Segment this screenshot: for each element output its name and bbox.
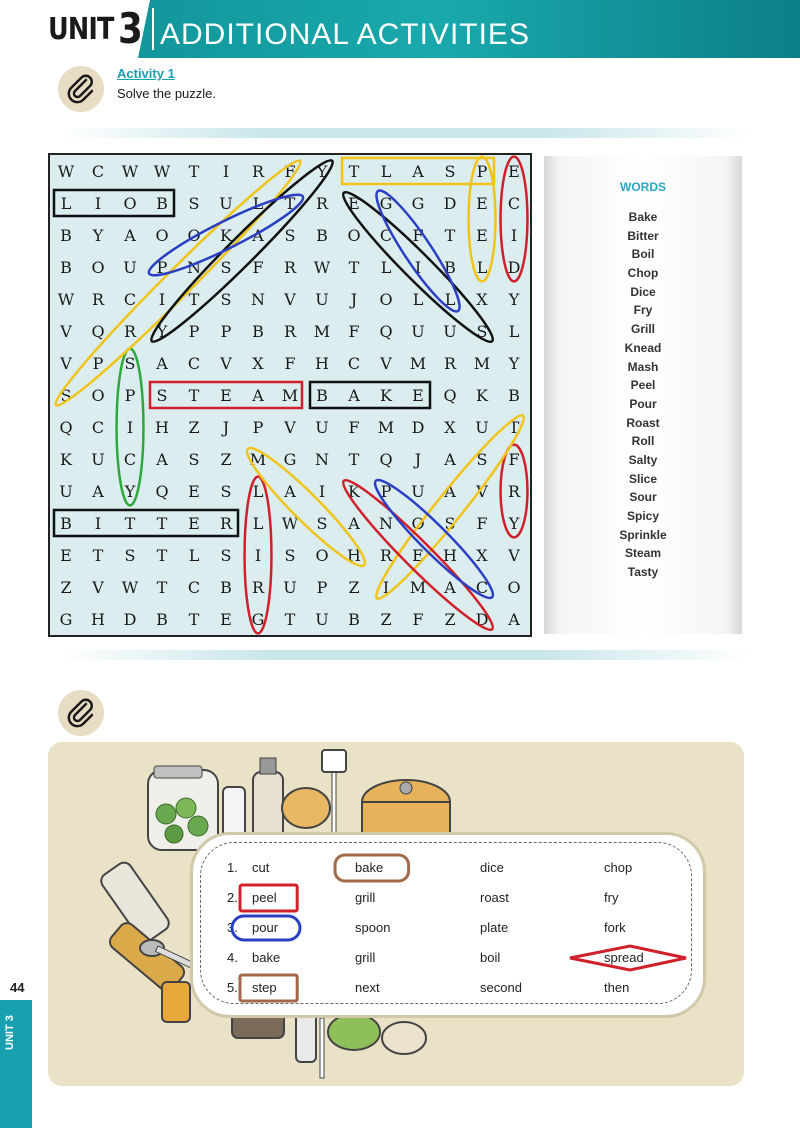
option-word[interactable]: bake xyxy=(252,950,281,965)
grid-letter[interactable]: Y xyxy=(316,162,328,181)
grid-letter[interactable]: M xyxy=(281,386,299,405)
grid-letter[interactable]: E xyxy=(348,194,360,213)
grid-letter[interactable]: S xyxy=(284,546,296,565)
grid-letter[interactable]: O xyxy=(315,546,329,565)
grid-letter[interactable]: S xyxy=(476,450,488,469)
grid-letter[interactable]: B xyxy=(348,610,360,629)
grid-letter[interactable]: R xyxy=(283,322,297,341)
grid-letter[interactable]: K xyxy=(220,226,232,245)
word-list-item: Fry xyxy=(633,303,653,318)
grid-letter[interactable]: J xyxy=(350,290,358,309)
grid-letter[interactable]: J xyxy=(414,450,422,469)
grid-letter[interactable]: R xyxy=(91,290,105,309)
grid-letter[interactable]: T xyxy=(444,226,456,245)
option-word[interactable]: then xyxy=(604,980,630,995)
grid-letter[interactable]: P xyxy=(188,322,200,341)
answer-mark xyxy=(240,975,297,1001)
grid-letter[interactable]: S xyxy=(284,226,296,245)
grid-letter[interactable]: J xyxy=(222,418,230,437)
word-list-item: Grill xyxy=(630,322,655,337)
grid-letter[interactable]: V xyxy=(284,290,296,309)
option-word[interactable]: grill xyxy=(355,890,376,905)
grid-letter[interactable]: A xyxy=(412,162,424,181)
grid-letter[interactable]: B xyxy=(316,386,328,405)
grid-letter[interactable]: A xyxy=(348,514,360,533)
grid-letter[interactable]: E xyxy=(412,386,424,405)
grid-letter[interactable]: O xyxy=(379,290,393,309)
option-word[interactable]: next xyxy=(355,980,380,995)
grid-letter[interactable]: E xyxy=(220,610,232,629)
word-list-item: Sprinkle xyxy=(619,527,667,542)
grid-letter[interactable]: I xyxy=(318,482,326,501)
option-word[interactable]: cut xyxy=(252,860,270,875)
grid-letter[interactable]: P xyxy=(92,354,104,373)
grid-letter[interactable]: Z xyxy=(380,610,392,629)
grid-letter[interactable]: C xyxy=(123,290,137,309)
grid-letter[interactable]: T xyxy=(348,162,360,181)
grid-letter[interactable]: C xyxy=(187,354,201,373)
grid-letter[interactable]: G xyxy=(283,450,297,469)
grid-letter[interactable]: Q xyxy=(379,450,393,469)
grid-letter[interactable]: L xyxy=(476,258,488,277)
grid-letter[interactable]: O xyxy=(155,226,169,245)
grid-letter[interactable]: Q xyxy=(443,386,457,405)
grid-letter[interactable]: S xyxy=(220,546,232,565)
grid-letter[interactable]: B xyxy=(60,514,72,533)
grid-letter[interactable]: R xyxy=(507,482,521,501)
grid-letter[interactable]: U xyxy=(315,610,329,629)
grid-letter[interactable]: S xyxy=(60,386,72,405)
grid-letter[interactable]: W xyxy=(57,162,75,181)
grid-letter[interactable]: N xyxy=(251,290,265,309)
grid-letter[interactable]: W xyxy=(121,578,139,597)
grid-letter[interactable]: R xyxy=(315,194,329,213)
grid-letter[interactable]: S xyxy=(156,386,168,405)
grid-letter[interactable]: R xyxy=(251,162,265,181)
option-word[interactable]: grill xyxy=(355,950,376,965)
grid-letter[interactable]: W xyxy=(153,162,171,181)
option-word[interactable]: fry xyxy=(604,890,619,905)
option-word[interactable]: peel xyxy=(252,890,277,905)
grid-letter[interactable]: U xyxy=(315,290,329,309)
grid-letter[interactable]: A xyxy=(124,226,136,245)
grid-letter[interactable]: T xyxy=(348,258,360,277)
grid-letter[interactable]: N xyxy=(187,258,201,277)
answer-mark xyxy=(335,855,409,881)
grid-letter[interactable]: P xyxy=(380,482,392,501)
option-word[interactable]: chop xyxy=(604,860,633,875)
grid-letter[interactable]: G xyxy=(251,610,265,629)
grid-letter[interactable]: I xyxy=(158,290,166,309)
grid-letter[interactable]: K xyxy=(60,450,72,469)
words-title: WORDS xyxy=(620,180,666,194)
grid-letter[interactable]: B xyxy=(60,258,72,277)
grid-letter[interactable]: D xyxy=(411,418,425,437)
grid-letter[interactable]: V xyxy=(92,578,104,597)
word-list-item: Sour xyxy=(629,490,657,505)
word-list-item: Spicy xyxy=(626,509,659,523)
row-number: 3. xyxy=(227,920,238,935)
grid-letter[interactable]: E xyxy=(476,226,488,245)
grid-letter[interactable]: Y xyxy=(508,354,520,373)
grid-letter[interactable]: S xyxy=(220,290,232,309)
grid-letter[interactable]: F xyxy=(348,418,360,437)
grid-letter[interactable]: A xyxy=(444,482,456,501)
option-word[interactable]: step xyxy=(252,980,277,995)
grid-letter[interactable]: O xyxy=(187,226,201,245)
grid-letter[interactable]: F xyxy=(284,162,296,181)
grid-letter[interactable]: P xyxy=(220,322,232,341)
grid-letter[interactable]: A xyxy=(348,386,360,405)
grid-letter[interactable]: W xyxy=(57,290,75,309)
grid-letter[interactable]: Z xyxy=(348,578,360,597)
grid-letter[interactable]: I xyxy=(382,578,390,597)
unit-number: 3 xyxy=(118,4,143,53)
grid-letter[interactable]: D xyxy=(507,258,521,277)
grid-letter[interactable]: I xyxy=(94,194,102,213)
grid-letter[interactable]: B xyxy=(60,226,72,245)
grid-letter[interactable]: S xyxy=(476,322,488,341)
grid-letter[interactable]: S xyxy=(220,482,232,501)
grid-letter[interactable]: W xyxy=(121,162,139,181)
grid-letter[interactable]: Y xyxy=(124,482,136,501)
grid-letter[interactable]: F xyxy=(284,354,296,373)
grid-letter[interactable]: U xyxy=(443,322,457,341)
option-word[interactable]: bake xyxy=(355,860,384,875)
grid-letter[interactable]: H xyxy=(443,546,457,565)
grid-letter[interactable]: C xyxy=(187,578,201,597)
word-list-item: Chop xyxy=(627,266,659,281)
grid-letter[interactable]: O xyxy=(91,258,105,277)
banner-title: ADDITIONAL ACTIVITIES xyxy=(160,18,530,51)
grid-letter[interactable]: R xyxy=(219,514,233,533)
grid-letter[interactable]: B xyxy=(156,194,168,213)
grid-letter[interactable]: F xyxy=(476,514,488,533)
row-number: 5. xyxy=(227,980,238,995)
grid-letter[interactable]: L xyxy=(60,194,72,213)
option-word[interactable]: second xyxy=(480,980,522,995)
grid-letter[interactable]: A xyxy=(252,386,264,405)
grid-letter[interactable]: O xyxy=(123,194,137,213)
grid-letter[interactable]: M xyxy=(377,418,395,437)
grid-letter[interactable]: O xyxy=(507,578,521,597)
word-list-item: Slice xyxy=(628,471,658,486)
grid-letter[interactable]: A xyxy=(508,610,520,629)
word-list-item: Dice xyxy=(630,284,656,299)
grid-letter[interactable]: D xyxy=(123,610,137,629)
grid-letter[interactable]: E xyxy=(220,386,232,405)
grid-letter[interactable]: R xyxy=(283,258,297,277)
grid-letter[interactable]: V xyxy=(220,354,232,373)
grid-letter[interactable]: E xyxy=(188,514,200,533)
grid-letter[interactable]: T xyxy=(284,194,296,213)
grid-letter[interactable]: V xyxy=(60,354,72,373)
grid-letter[interactable]: L xyxy=(380,258,392,277)
grid-letter[interactable]: H xyxy=(155,418,169,437)
grid-letter[interactable]: R xyxy=(443,354,457,373)
answer-mark xyxy=(570,946,686,970)
grid-letter[interactable]: Q xyxy=(155,482,169,501)
grid-letter[interactable]: F xyxy=(348,322,360,341)
grid-letter[interactable]: B xyxy=(316,226,328,245)
word-list-item: Tasty xyxy=(627,565,659,580)
grid-letter[interactable]: F xyxy=(252,258,264,277)
grid-letter[interactable]: I xyxy=(254,546,262,565)
grid-letter[interactable]: L xyxy=(444,290,456,309)
grid-letter[interactable]: Z xyxy=(188,418,200,437)
grid-letter[interactable]: O xyxy=(91,386,105,405)
unit-tab-label: UNIT 3 xyxy=(4,1015,16,1050)
grid-letter[interactable]: S xyxy=(220,258,232,277)
grid-letter[interactable]: E xyxy=(188,482,200,501)
grid-letter[interactable]: X xyxy=(444,418,456,437)
grid-letter[interactable]: L xyxy=(252,482,264,501)
word-list-item: Roast xyxy=(626,415,660,430)
grid-letter[interactable]: L xyxy=(412,290,424,309)
grid-letter[interactable]: C xyxy=(475,578,489,597)
grid-letter[interactable]: H xyxy=(91,610,105,629)
grid-letter[interactable]: I xyxy=(222,162,230,181)
grid-letter[interactable]: V xyxy=(508,546,520,565)
option-word[interactable]: pour xyxy=(252,920,279,935)
grid-letter[interactable]: A xyxy=(284,482,296,501)
grid-letter[interactable]: Q xyxy=(91,322,105,341)
grid-letter[interactable]: T xyxy=(92,546,104,565)
word-list-item: Salty xyxy=(628,452,658,467)
grid-letter[interactable]: M xyxy=(409,354,427,373)
row-number: 4. xyxy=(227,950,238,965)
grid-letter[interactable]: C xyxy=(379,226,393,245)
grid-letter[interactable]: E xyxy=(508,162,520,181)
grid-letter[interactable]: E xyxy=(412,546,424,565)
word-list-item: Bake xyxy=(628,210,658,224)
grid-letter[interactable]: R xyxy=(123,322,137,341)
grid-letter[interactable]: N xyxy=(315,450,329,469)
grid-letter[interactable]: L xyxy=(380,162,392,181)
grid-letter[interactable]: Y xyxy=(508,514,520,533)
grid-letter[interactable]: L xyxy=(252,194,264,213)
grid-letter[interactable]: K xyxy=(476,386,488,405)
grid-letter[interactable]: U xyxy=(315,418,329,437)
grid-letter[interactable]: P xyxy=(476,162,488,181)
grid-letter[interactable]: T xyxy=(156,578,168,597)
grid-letter[interactable]: A xyxy=(252,226,264,245)
word-list-item: Knead xyxy=(624,340,662,355)
grid-letter[interactable]: B xyxy=(220,578,232,597)
grid-letter[interactable]: W xyxy=(313,258,331,277)
grid-letter[interactable]: P xyxy=(124,386,136,405)
grid-letter[interactable]: U xyxy=(219,194,233,213)
grid-letter[interactable]: C xyxy=(507,194,521,213)
grid-letter[interactable]: V xyxy=(284,418,296,437)
grid-letter[interactable]: Q xyxy=(59,418,73,437)
grid-letter[interactable]: A xyxy=(444,578,456,597)
grid-letter[interactable]: S xyxy=(124,354,136,373)
option-word[interactable]: plate xyxy=(480,920,509,935)
word-list-item: Boil xyxy=(631,247,655,262)
grid-letter[interactable]: U xyxy=(59,482,73,501)
grid-letter[interactable]: S xyxy=(188,450,200,469)
grid-letter[interactable]: H xyxy=(315,354,329,373)
grid-letter[interactable]: S xyxy=(188,194,200,213)
grid-letter[interactable]: H xyxy=(347,546,361,565)
grid-letter[interactable]: C xyxy=(91,162,105,181)
grid-letter[interactable]: A xyxy=(156,354,168,373)
grid-letter[interactable]: Y xyxy=(508,290,520,309)
grid-letter[interactable]: B xyxy=(252,322,264,341)
grid-letter[interactable]: T xyxy=(156,514,168,533)
grid-letter[interactable]: I xyxy=(510,226,518,245)
grid-letter[interactable]: T xyxy=(188,386,200,405)
word-list-item: Bitter xyxy=(627,228,659,243)
grid-letter[interactable]: S xyxy=(316,514,328,533)
activity-1-label[interactable]: Activity 1 xyxy=(117,66,175,81)
grid-letter[interactable]: M xyxy=(249,450,267,469)
grid-letter[interactable]: Z xyxy=(220,450,232,469)
answer-mark xyxy=(240,885,297,911)
grid-letter[interactable]: Y xyxy=(92,226,104,245)
grid-letter[interactable]: T xyxy=(188,610,200,629)
grid-letter[interactable]: F xyxy=(412,610,424,629)
row-number: 1. xyxy=(227,860,238,875)
grid-letter[interactable]: B xyxy=(444,258,456,277)
grid-letter[interactable]: D xyxy=(443,194,457,213)
activity-1-instruction: Solve the puzzle. xyxy=(117,86,217,101)
grid-letter[interactable]: A xyxy=(444,450,456,469)
grid-letter[interactable]: U xyxy=(411,482,425,501)
grid-letter[interactable]: T xyxy=(188,290,200,309)
grid-letter[interactable]: Z xyxy=(60,578,72,597)
grid-letter[interactable]: P xyxy=(156,258,168,277)
grid-letter[interactable]: T xyxy=(188,162,200,181)
page-number: 44 xyxy=(10,980,25,995)
word-list-item: Peel xyxy=(630,378,656,393)
grid-letter[interactable]: B xyxy=(508,386,520,405)
option-word[interactable]: dice xyxy=(480,860,504,875)
grid-letter[interactable]: U xyxy=(475,418,489,437)
grid-letter[interactable]: M xyxy=(473,354,491,373)
grid-letter[interactable]: V xyxy=(476,482,488,501)
option-word[interactable]: spoon xyxy=(355,920,391,935)
grid-letter[interactable]: S xyxy=(444,162,456,181)
grid-letter[interactable]: U xyxy=(283,578,297,597)
grid-letter[interactable]: L xyxy=(508,322,520,341)
grid-letter[interactable]: S xyxy=(444,514,456,533)
grid-letter[interactable]: G xyxy=(411,194,425,213)
grid-letter[interactable]: U xyxy=(411,322,425,341)
grid-letter[interactable]: X xyxy=(252,354,264,373)
row-number: 2. xyxy=(227,890,238,905)
grid-letter[interactable]: Y xyxy=(156,322,168,341)
grid-letter[interactable]: P xyxy=(252,418,264,437)
grid-letter[interactable]: U xyxy=(123,258,137,277)
grid-letter[interactable]: P xyxy=(316,578,328,597)
option-word[interactable]: fork xyxy=(604,920,626,935)
option-word[interactable]: boil xyxy=(480,950,501,965)
grid-letter[interactable]: M xyxy=(409,578,427,597)
grid-letter[interactable]: T xyxy=(284,610,296,629)
grid-letter[interactable]: G xyxy=(59,610,73,629)
answer-mark xyxy=(232,916,300,940)
grid-letter[interactable]: L xyxy=(188,546,200,565)
grid-letter[interactable]: K xyxy=(348,482,360,501)
grid-letter[interactable]: E xyxy=(476,194,488,213)
grid-letter[interactable]: T xyxy=(156,546,168,565)
grid-letter[interactable]: B xyxy=(156,610,168,629)
grid-letter[interactable]: L xyxy=(252,514,264,533)
grid-letter[interactable]: I xyxy=(126,418,134,437)
grid-letter[interactable]: O xyxy=(347,226,361,245)
word-list-item: Pour xyxy=(629,396,657,411)
grid-letter[interactable]: C xyxy=(347,354,361,373)
grid-letter[interactable]: S xyxy=(124,546,136,565)
grid-letter[interactable]: V xyxy=(60,322,72,341)
grid-letter[interactable]: Z xyxy=(444,610,456,629)
grid-letter[interactable]: W xyxy=(281,514,299,533)
word-list-item: Roll xyxy=(631,434,655,449)
grid-letter[interactable]: R xyxy=(379,546,393,565)
grid-letter[interactable]: X xyxy=(476,546,488,565)
grid-letter[interactable]: C xyxy=(123,450,137,469)
unit-word: UNIT xyxy=(48,12,114,47)
grid-letter[interactable]: K xyxy=(380,386,392,405)
grid-letter[interactable]: A xyxy=(92,482,104,501)
grid-letter[interactable]: I xyxy=(94,514,102,533)
grid-letter[interactable]: N xyxy=(379,514,393,533)
grid-letter[interactable]: X xyxy=(476,290,488,309)
grid-letter[interactable]: F xyxy=(412,226,424,245)
grid-letter[interactable]: R xyxy=(251,578,265,597)
option-word[interactable]: spread xyxy=(604,950,644,965)
grid-letter[interactable]: A xyxy=(156,450,168,469)
grid-letter[interactable]: D xyxy=(475,610,489,629)
grid-letter[interactable]: E xyxy=(60,546,72,565)
grid-letter[interactable]: U xyxy=(91,450,105,469)
grid-letter[interactable]: T xyxy=(348,450,360,469)
option-word[interactable]: roast xyxy=(480,890,509,905)
grid-letter[interactable]: Q xyxy=(379,322,393,341)
grid-letter[interactable]: T xyxy=(124,514,136,533)
word-list-item: Steam xyxy=(624,546,662,561)
grid-letter[interactable]: T xyxy=(508,418,520,437)
grid-letter[interactable]: F xyxy=(508,450,520,469)
grid-letter[interactable]: V xyxy=(380,354,392,373)
word-list-item: Mash xyxy=(627,359,659,374)
grid-letter[interactable]: C xyxy=(91,418,105,437)
grid-letter[interactable]: I xyxy=(414,258,422,277)
grid-letter[interactable]: G xyxy=(379,194,393,213)
grid-letter[interactable]: O xyxy=(411,514,425,533)
grid-letter[interactable]: M xyxy=(313,322,331,341)
